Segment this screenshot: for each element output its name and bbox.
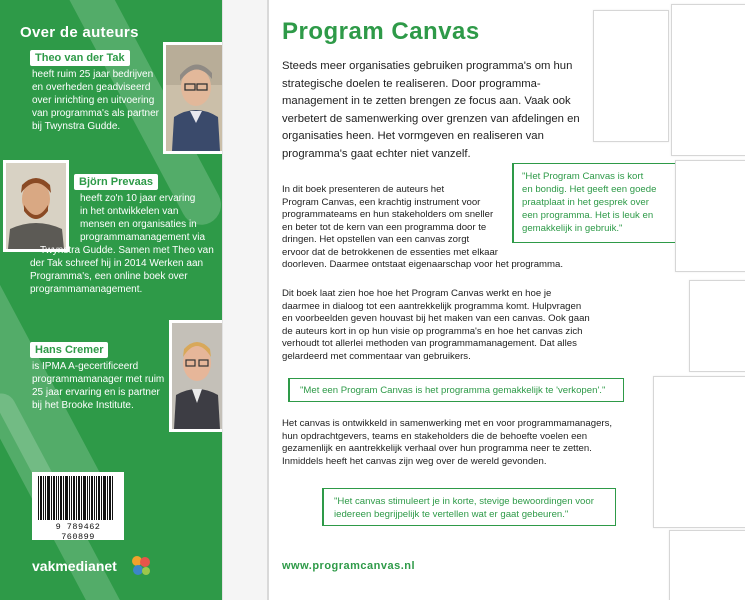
text-line: Dit boek laat zien hoe hoe het Program Canvas werkt en hoe je (282, 288, 552, 299)
author-photo-bjorn (3, 160, 69, 252)
text-line: Program Canvas, een krachtig instrument voor (282, 196, 481, 208)
text-line: verhoudt tot allerlei methoden van programmamanagement. Dat alles (282, 338, 577, 349)
bio-line: Programma's, een online boek over (30, 271, 188, 282)
author-name-hans: Hans Cremer (30, 342, 108, 358)
text-line: gelardeerd met commentaar van gebruikers. (282, 350, 471, 362)
quote-line: "Het canvas stimuleert je in korte, stevige bewoordingen voor (334, 496, 594, 507)
bio-line: en overheden geadviseerd (32, 82, 151, 93)
text-line: daarmee in dialoog tot een aantrekkelijk programma komt. Hulpvragen (282, 300, 582, 312)
author-bio-bjorn (80, 192, 205, 244)
authors-sidebar (0, 0, 222, 600)
text-line: ervoor dat de betrokkenen de essenties met elkaar (282, 246, 498, 258)
author-bio-hans (32, 360, 164, 412)
intro-line: verbetert de samenwerking over grenzen van afdelingen en (282, 112, 580, 125)
canvas-card (653, 376, 745, 528)
quote-line: een programma. Het is leuk en (522, 210, 654, 221)
author-bio-bjorn-cont (30, 244, 214, 296)
text-line: Inmiddels heeft het canvas zijn weg over de wereld gevonden. (282, 455, 547, 467)
canvas-cards-decoration (589, 0, 745, 600)
text-line: dringen. Het opstellen van een canvas zorgt (282, 234, 470, 245)
author-name-theo: Theo van der Tak (30, 50, 130, 66)
barcode-bars (38, 476, 118, 520)
text-line: doorleven. Daarmee ontstaat eigenaarschap voor het programma. (282, 259, 564, 270)
author-name-bjorn: Björn Prevaas (74, 174, 158, 190)
intro-line: strategische doelen te realiseren. Door programma- (282, 77, 541, 90)
intro-line: organisaties heen. Het vormgeven en realiseren van (282, 130, 544, 142)
website-url: www.programcanvas.nl (282, 560, 416, 572)
quote-line: en bondig. Het geeft een goede (522, 184, 657, 195)
text-line: en beter tot de kern van een programma door te (282, 221, 487, 233)
text-line: en voorbeelden geven houvast bij het maken van een canvas. Ook gaan (282, 313, 590, 324)
book-title: Program Canvas (282, 18, 480, 45)
testimonial-quote-2 (288, 378, 624, 402)
canvas-card (593, 10, 669, 142)
canvas-card (671, 4, 745, 156)
publisher-logo-text: vakmedianet (32, 558, 117, 574)
quote-line: gemakkelijk in gebruik." (522, 223, 623, 234)
paragraph-2 (282, 288, 632, 363)
bio-line: programmamanager met ruim (32, 374, 165, 385)
bio-line: der Tak schreef hij in 2014 Werken aan (30, 258, 204, 269)
barcode (32, 472, 124, 540)
author-photo-hans (169, 320, 222, 432)
text-line: hun opdrachtgevers, teams en stakeholders die de behoefte voelen een (282, 430, 588, 442)
quote-line: "Het Program Canvas is kort (522, 171, 644, 182)
text-line: In dit boek presenteren de auteurs het (282, 184, 445, 195)
text-line: programmateams en hun stakeholders om sneller (282, 209, 494, 220)
book-spine-gap (222, 0, 269, 600)
bio-line: in het ontwikkelen van (80, 206, 179, 217)
publisher-logo-icon (128, 553, 152, 577)
intro-line: management in te zetten brengen ze focus aan. Vaak ook (282, 95, 571, 107)
bio-line: heeft zo'n 10 jaar ervaring (80, 193, 196, 204)
bio-line: mensen en organisaties in (80, 219, 197, 230)
bio-line: is IPMA A-gecertificeerd (32, 361, 139, 372)
quote-line: "Met een Program Canvas is het programma gemakkelijk te 'verkopen'." (300, 385, 606, 396)
canvas-card (689, 280, 745, 372)
author-bio-theo (32, 68, 159, 133)
bio-line: programmamanagement via (80, 232, 206, 243)
bio-line: van programma's als partner (32, 108, 159, 119)
bio-line: bij Twynstra Gudde. (32, 121, 121, 132)
quote-line: praatplaat in het gesprek over (522, 197, 649, 208)
quote-line: iedereen begrijpelijk te vertellen wat er gaat gebeuren." (334, 509, 569, 520)
bio-line: over inrichting en uitvoering (32, 95, 155, 106)
bio-line: bij het Brooke Institute. (32, 400, 134, 411)
canvas-card (675, 160, 745, 272)
intro-line: programma's gaat echter niet vanzelf. (282, 147, 471, 160)
bio-line: Twynstra Gudde. Samen met Theo van (40, 245, 214, 256)
bio-line: heeft ruim 25 jaar bedrijven (32, 69, 154, 80)
text-line: gezamenlijk en aantrekkelijk verhaal over hun programma neer te zetten. (282, 443, 592, 454)
text-line: de auteurs kort in op hun visie op programma's en hoe het canvas zich (282, 325, 583, 337)
sidebar-title: Over de auteurs (20, 24, 139, 41)
text-line: Het canvas is ontwikkeld in samenwerking met en voor programmamanagers, (282, 418, 613, 429)
isbn-number: 9 789462 760899 (55, 522, 101, 542)
author-photo-theo (163, 42, 222, 154)
canvas-card (669, 530, 745, 600)
bio-line: programmamanagement. (30, 284, 143, 295)
bio-line: 25 jaar ervaring en is partner (32, 387, 160, 398)
testimonial-quote-3 (322, 488, 616, 526)
intro-line: Steeds meer organisaties gebruiken programma's om hun (282, 60, 573, 72)
